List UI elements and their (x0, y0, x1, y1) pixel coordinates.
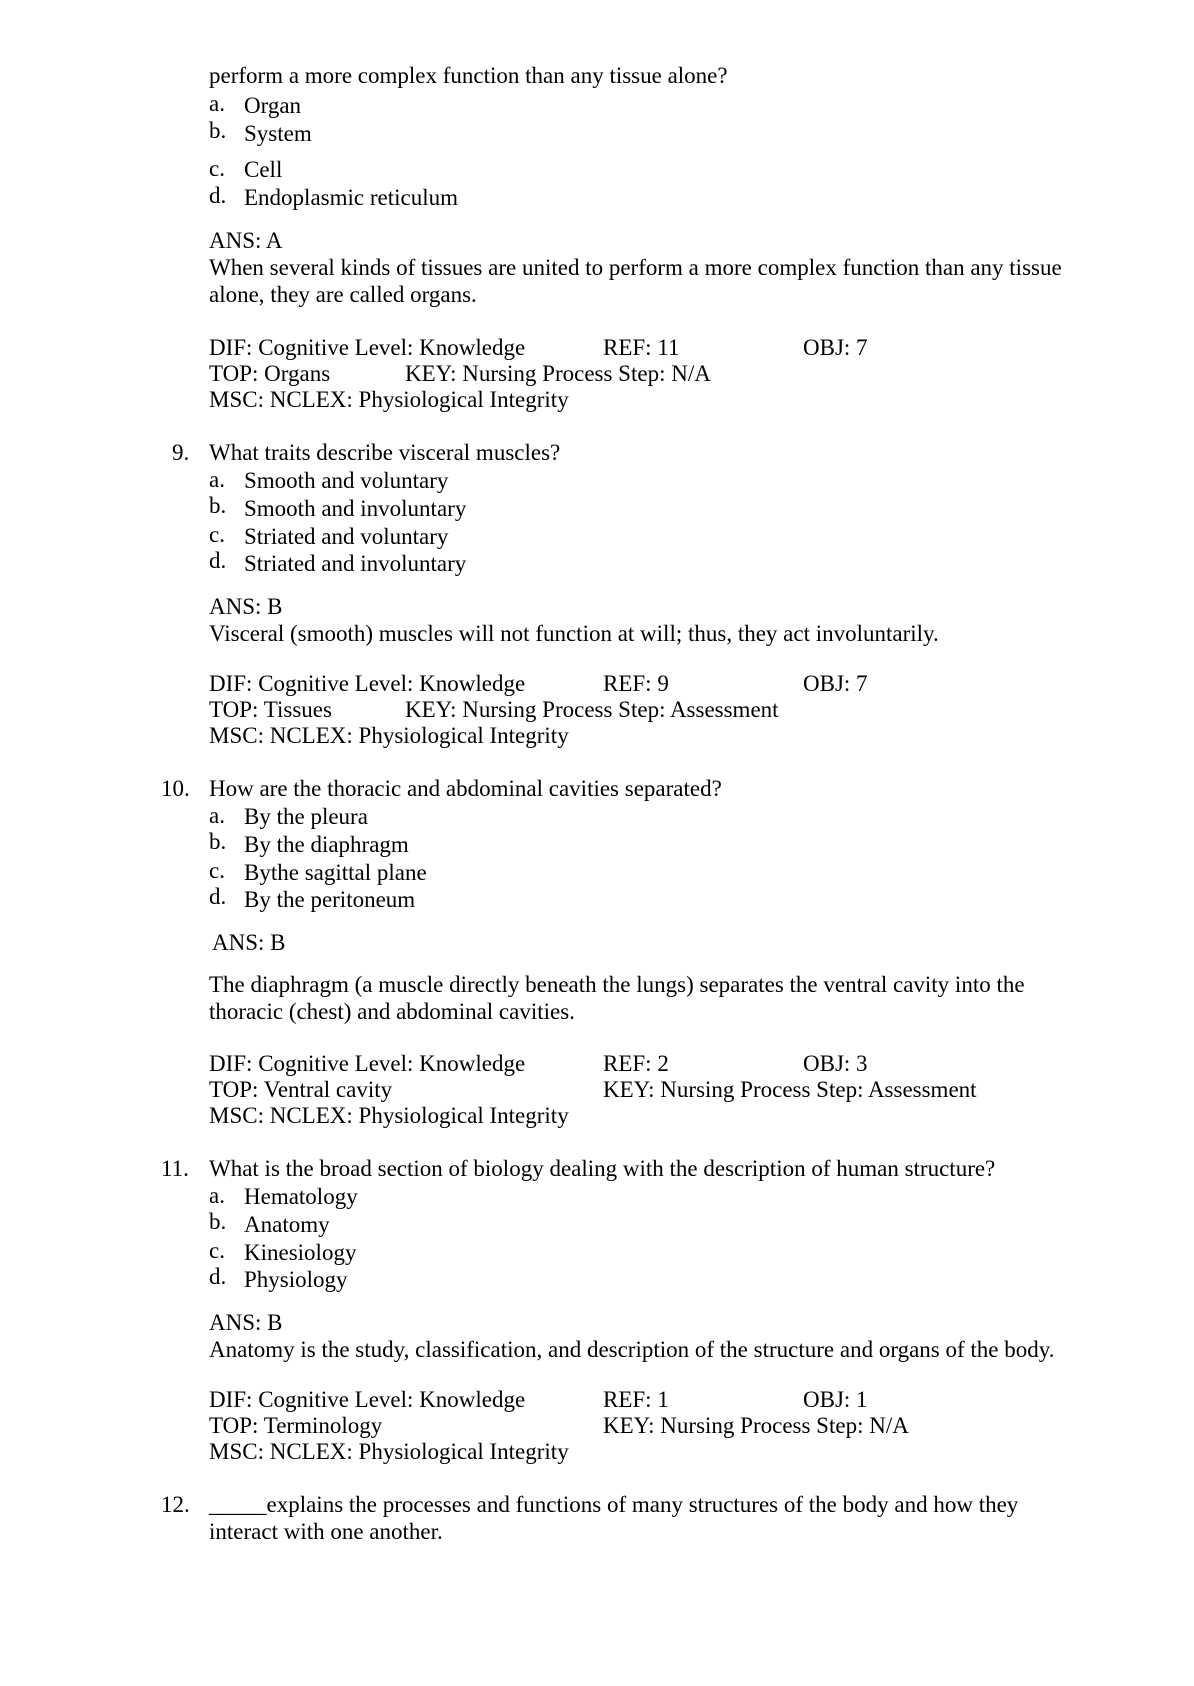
q11-option-d-text: Physiology (244, 1267, 348, 1292)
q9-key: KEY: Nursing Process Step: Assessment (405, 697, 779, 722)
q10-number: 10. (161, 776, 190, 801)
q8-reference: REF: 11 (603, 335, 680, 360)
q11-difficulty: DIF: Cognitive Level: Knowledge (209, 1387, 526, 1412)
q11-reference: REF: 1 (603, 1387, 669, 1412)
q11-option-b-letter: b. (209, 1209, 227, 1234)
q9-option-d-text: Striated and involuntary (244, 551, 467, 576)
q8-option-c-text: Cell (244, 157, 283, 182)
q11-option-d-letter: d. (209, 1264, 227, 1289)
q10-answer: ANS: B (212, 930, 286, 955)
q10-key: KEY: Nursing Process Step: Assessment (603, 1077, 977, 1102)
q9-stem: What traits describe visceral muscles? (209, 440, 561, 465)
q10-rationale-line-1: The diaphragm (a muscle directly beneath the lungs) separates the ventral cavity into the (209, 972, 1025, 997)
q8-option-b-text: System (244, 121, 312, 146)
q11-option-c-letter: c. (209, 1238, 225, 1263)
q9-difficulty: DIF: Cognitive Level: Knowledge (209, 671, 526, 696)
q12-stem-line-1 (209, 1491, 1018, 1518)
q12-stem-line-2: interact with one another. (209, 1519, 443, 1544)
q11-option-c-text: Kinesiology (244, 1240, 357, 1265)
q11-option-a-text: Hematology (244, 1184, 358, 1209)
q9-option-c-letter: c. (209, 522, 225, 547)
q11-number: 11. (161, 1156, 189, 1181)
q10-topic: TOP: Ventral cavity (209, 1077, 393, 1102)
q9-option-a-letter: a. (209, 467, 225, 492)
q11-objective: OBJ: 1 (803, 1387, 868, 1412)
q9-reference: REF: 9 (603, 671, 669, 696)
q12-number: 12. (161, 1492, 190, 1517)
q9-option-d-letter: d. (209, 548, 227, 573)
q10-option-b-letter: b. (209, 829, 227, 854)
q10-option-a-letter: a. (209, 803, 225, 828)
q11-topic: TOP: Terminology (209, 1413, 383, 1438)
q10-stem: How are the thoracic and abdominal cavities separated? (209, 776, 722, 801)
q8-topic: TOP: Organs (209, 361, 331, 386)
q9-answer: ANS: B (209, 594, 283, 619)
q10-difficulty: DIF: Cognitive Level: Knowledge (209, 1051, 526, 1076)
q8-option-d-text: Endoplasmic reticulum (244, 185, 458, 210)
q10-rationale-line-2: thoracic (chest) and abdominal cavities. (209, 999, 575, 1024)
q10-option-d-text: By the peritoneum (244, 887, 416, 912)
q10-option-a-text: By the pleura (244, 804, 368, 829)
q8-option-a-text: Organ (244, 93, 302, 118)
q11-rationale-line-1: Anatomy is the study, classification, and description of the structure and organs of the body. (209, 1337, 1055, 1362)
q11-msc: MSC: NCLEX: Physiological Integrity (209, 1439, 569, 1464)
q8-objective: OBJ: 7 (803, 335, 868, 360)
q8-rationale-line-2: alone, they are called organs. (209, 282, 477, 307)
q9-option-b-text: Smooth and involuntary (244, 496, 467, 521)
q10-msc: MSC: NCLEX: Physiological Integrity (209, 1103, 569, 1128)
q8-stem-continued: perform a more complex function than any tissue alone? (209, 63, 728, 88)
q9-topic: TOP: Tissues (209, 697, 332, 722)
q9-number: 9. (172, 440, 190, 465)
q11-answer: ANS: B (209, 1310, 283, 1335)
q9-rationale-line-1: Visceral (smooth) muscles will not function at will; thus, they act involuntarily. (209, 621, 939, 646)
q11-option-b-text: Anatomy (244, 1212, 330, 1237)
q10-objective: OBJ: 3 (803, 1051, 868, 1076)
q8-msc: MSC: NCLEX: Physiological Integrity (209, 387, 569, 412)
q9-objective: OBJ: 7 (803, 671, 868, 696)
q12-blank: _____ (209, 1492, 267, 1517)
q8-option-b-letter: b. (209, 118, 227, 143)
q8-option-a-letter: a. (209, 91, 225, 116)
q8-option-c-letter: c. (209, 156, 225, 181)
q10-reference: REF: 2 (603, 1051, 669, 1076)
q9-msc: MSC: NCLEX: Physiological Integrity (209, 723, 569, 748)
q8-key: KEY: Nursing Process Step: N/A (405, 361, 711, 386)
q9-option-a-text: Smooth and voluntary (244, 468, 449, 493)
q10-option-d-letter: d. (209, 884, 227, 909)
q8-answer: ANS: A (209, 228, 283, 253)
q11-key: KEY: Nursing Process Step: N/A (603, 1413, 909, 1438)
q11-option-a-letter: a. (209, 1183, 225, 1208)
q8-option-d-letter: d. (209, 183, 227, 208)
q10-option-c-text: Bythe sagittal plane (244, 860, 427, 885)
q11-stem: What is the broad section of biology dealing with the description of human structure? (209, 1156, 996, 1181)
q9-option-b-letter: b. (209, 493, 227, 518)
q12-stem-text: explains the processes and functions of many structures of the body and how they (266, 1492, 1019, 1517)
q10-option-c-letter: c. (209, 858, 225, 883)
q10-option-b-text: By the diaphragm (244, 832, 409, 857)
q9-option-c-text: Striated and voluntary (244, 524, 449, 549)
q8-rationale-line-1: When several kinds of tissues are united to perform a more complex function than any tissue (209, 255, 1062, 280)
q8-difficulty: DIF: Cognitive Level: Knowledge (209, 335, 526, 360)
